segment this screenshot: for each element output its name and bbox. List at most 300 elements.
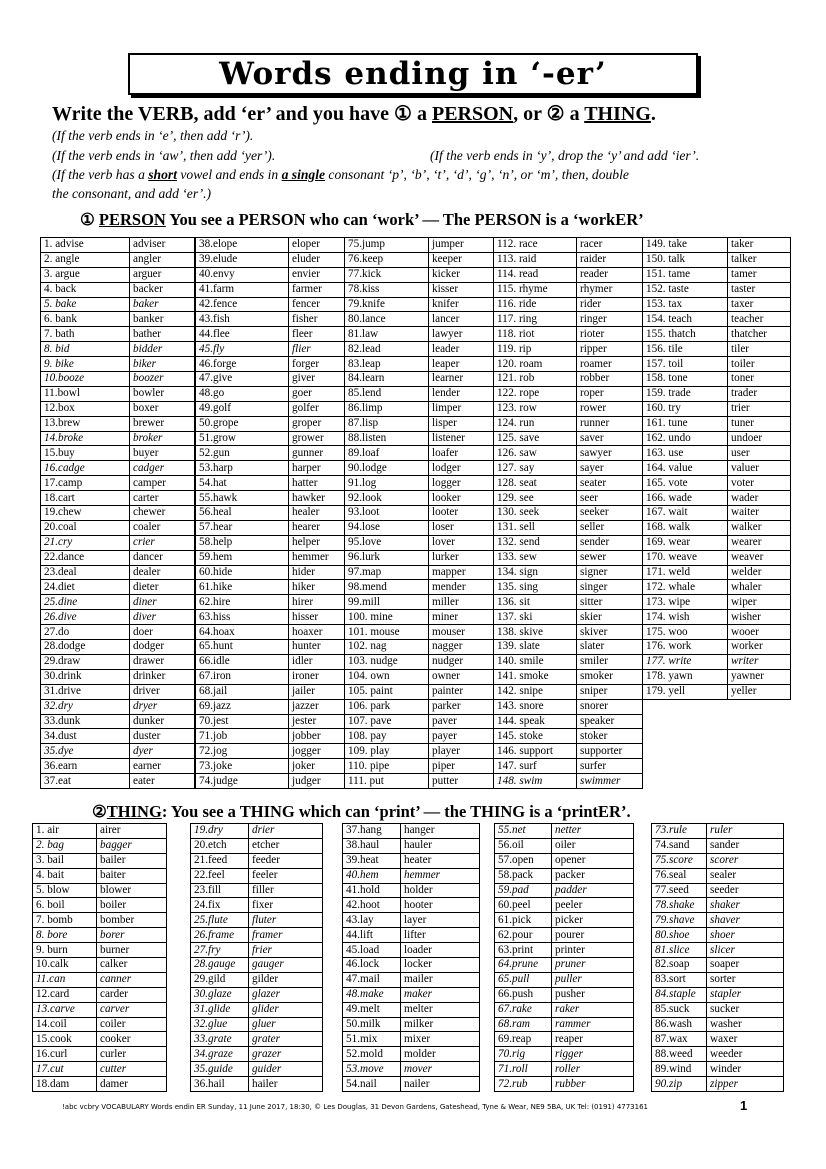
verb-cell: 19.chew xyxy=(41,506,130,521)
verb-cell: 30.drink xyxy=(41,669,130,684)
noun-cell: winder xyxy=(707,1062,784,1077)
table-row xyxy=(643,446,791,461)
table-row xyxy=(343,1047,480,1062)
verb-cell: 156. tile xyxy=(643,342,728,357)
noun-cell: hooter xyxy=(401,898,480,913)
table-row xyxy=(33,838,167,853)
noun-cell: parker xyxy=(429,699,494,714)
verb-cell: 167. wait xyxy=(643,506,728,521)
noun-cell: sayer xyxy=(577,461,643,476)
noun-cell: packer xyxy=(552,868,634,883)
verb-cell: 26.dive xyxy=(41,610,130,625)
table-row xyxy=(643,580,791,595)
table-row xyxy=(196,416,345,431)
rule-double-cont: the consonant, and add ‘er’.) xyxy=(52,186,212,201)
verb-cell: 62.pour xyxy=(495,928,552,943)
noun-cell: adviser xyxy=(130,238,195,253)
table-row xyxy=(643,431,791,446)
verb-cell: 166. wade xyxy=(643,491,728,506)
table-row xyxy=(41,759,195,774)
rule-short: short xyxy=(148,167,177,182)
table-row xyxy=(494,252,643,267)
table-row xyxy=(343,928,480,943)
table-row xyxy=(652,943,784,958)
noun-cell: pourer xyxy=(552,928,634,943)
verb-cell: 60.peel xyxy=(495,898,552,913)
noun-cell: grater xyxy=(249,1032,323,1047)
noun-cell: carder xyxy=(97,987,167,1002)
noun-cell: painter xyxy=(429,684,494,699)
lead-text: , or xyxy=(513,103,547,125)
noun-cell: hatter xyxy=(289,476,345,491)
table-row xyxy=(196,372,345,387)
verb-cell: 40.envy xyxy=(196,267,289,282)
noun-cell: raider xyxy=(577,252,643,267)
table-row xyxy=(41,520,195,535)
verb-cell: 7. bath xyxy=(41,327,130,342)
verb-cell: 4. bait xyxy=(33,868,97,883)
verb-cell: 127. say xyxy=(494,461,577,476)
noun-cell: boxer xyxy=(130,401,195,416)
table-row xyxy=(345,372,494,387)
table-row xyxy=(345,357,494,372)
verb-cell: 34.graze xyxy=(191,1047,249,1062)
noun-cell: baiter xyxy=(97,868,167,883)
table-row xyxy=(343,1032,480,1047)
verb-cell: 162. undo xyxy=(643,431,728,446)
table-row xyxy=(494,669,643,684)
noun-cell: pruner xyxy=(552,958,634,973)
table-row xyxy=(191,913,323,928)
noun-cell: hawker xyxy=(289,491,345,506)
verb-cell: 42.hoot xyxy=(343,898,401,913)
noun-cell: hanger xyxy=(401,824,480,839)
table-row xyxy=(495,1017,634,1032)
noun-cell: sawyer xyxy=(577,446,643,461)
lead-text: . xyxy=(650,103,656,125)
noun-cell: jester xyxy=(289,714,345,729)
verb-cell: 25.flute xyxy=(191,913,249,928)
noun-cell: talker xyxy=(728,252,791,267)
verb-cell: 50.milk xyxy=(343,1017,401,1032)
verb-cell: 22.feel xyxy=(191,868,249,883)
noun-cell: whaler xyxy=(728,580,791,595)
noun-cell: harper xyxy=(289,461,345,476)
table-row xyxy=(191,1077,323,1092)
table-row xyxy=(41,476,195,491)
table-row xyxy=(345,282,494,297)
table-row xyxy=(33,1002,167,1017)
noun-cell: banker xyxy=(130,312,195,327)
verb-cell: 14.coil xyxy=(33,1017,97,1032)
table-row xyxy=(41,267,195,282)
noun-cell: nailer xyxy=(401,1077,480,1092)
noun-cell: grazer xyxy=(249,1047,323,1062)
verb-cell: 117. ring xyxy=(494,312,577,327)
verb-cell: 133. sew xyxy=(494,550,577,565)
word-column xyxy=(342,823,480,1092)
noun-cell: framer xyxy=(249,928,323,943)
section-person-text: You see a PERSON who can ‘work’ — The PERSON is a ‘workER’ xyxy=(165,210,644,229)
verb-cell: 139. slate xyxy=(494,640,577,655)
verb-cell: 37.hang xyxy=(343,824,401,839)
section-thing-title xyxy=(92,802,631,822)
rule-single: a single xyxy=(281,167,326,182)
noun-cell: giver xyxy=(289,372,345,387)
noun-cell: bowler xyxy=(130,386,195,401)
verb-cell: 86.wash xyxy=(652,1017,707,1032)
verb-cell: 11.bowl xyxy=(41,386,130,401)
table-row xyxy=(495,958,634,973)
verb-cell: 57.hear xyxy=(196,520,289,535)
verb-cell: 105. paint xyxy=(345,684,429,699)
noun-cell: feeder xyxy=(249,853,323,868)
section-thing-key: THING xyxy=(106,802,162,821)
verb-cell: 31.drive xyxy=(41,684,130,699)
noun-cell: thatcher xyxy=(728,327,791,342)
noun-cell: golfer xyxy=(289,401,345,416)
noun-cell: bomber xyxy=(97,913,167,928)
table-row xyxy=(643,401,791,416)
verb-cell: 103. nudge xyxy=(345,654,429,669)
noun-cell: wisher xyxy=(728,610,791,625)
verb-cell: 33.grate xyxy=(191,1032,249,1047)
noun-cell: wearer xyxy=(728,535,791,550)
verb-cell: 152. taste xyxy=(643,282,728,297)
table-row xyxy=(345,684,494,699)
verb-cell: 15.cook xyxy=(33,1032,97,1047)
verb-cell: 77.kick xyxy=(345,267,429,282)
verb-cell: 169. wear xyxy=(643,535,728,550)
table-row xyxy=(345,476,494,491)
verb-cell: 116. ride xyxy=(494,297,577,312)
noun-cell: lender xyxy=(429,386,494,401)
table-row xyxy=(643,506,791,521)
table-row xyxy=(343,1017,480,1032)
verb-cell: 2. bag xyxy=(33,838,97,853)
verb-cell: 76.keep xyxy=(345,252,429,267)
table-row xyxy=(41,386,195,401)
table-row xyxy=(495,868,634,883)
table-row xyxy=(494,461,643,476)
table-row xyxy=(643,372,791,387)
noun-cell: mender xyxy=(429,580,494,595)
verb-cell: 61.pick xyxy=(495,913,552,928)
noun-cell: tamer xyxy=(728,267,791,282)
noun-cell: bailer xyxy=(97,853,167,868)
noun-cell: rammer xyxy=(552,1017,634,1032)
rule-e: (If the verb ends in ‘e’, then add ‘r’). xyxy=(52,128,254,143)
verb-cell: 134. sign xyxy=(494,565,577,580)
noun-cell: jumper xyxy=(429,238,494,253)
table-row xyxy=(196,491,345,506)
noun-cell: mailer xyxy=(401,972,480,987)
verb-cell: 132. send xyxy=(494,535,577,550)
verb-cell: 100. mine xyxy=(345,610,429,625)
table-row xyxy=(191,987,323,1002)
noun-cell: lodger xyxy=(429,461,494,476)
noun-cell: seeder xyxy=(707,883,784,898)
noun-cell: undoer xyxy=(728,431,791,446)
table-row xyxy=(191,1062,323,1077)
table-row xyxy=(41,535,195,550)
noun-cell: baker xyxy=(130,297,195,312)
verb-cell: 119. rip xyxy=(494,342,577,357)
verb-cell: 42.fence xyxy=(196,297,289,312)
verb-cell: 36.hail xyxy=(191,1077,249,1092)
word-column xyxy=(40,237,195,789)
noun-cell: raker xyxy=(552,1002,634,1017)
noun-cell: driver xyxy=(130,684,195,699)
verb-cell: 20.etch xyxy=(191,838,249,853)
noun-cell: frier xyxy=(249,943,323,958)
noun-cell: listener xyxy=(429,431,494,446)
table-row xyxy=(191,943,323,958)
noun-cell: shaver xyxy=(707,913,784,928)
table-row xyxy=(196,312,345,327)
noun-cell: jobber xyxy=(289,729,345,744)
table-row xyxy=(495,972,634,987)
table-row xyxy=(33,853,167,868)
noun-cell: flier xyxy=(289,342,345,357)
verb-cell: 87.lisp xyxy=(345,416,429,431)
table-row xyxy=(191,1047,323,1062)
noun-cell: mover xyxy=(401,1062,480,1077)
table-row xyxy=(643,461,791,476)
noun-cell: helper xyxy=(289,535,345,550)
verb-cell: 174. wish xyxy=(643,610,728,625)
verb-cell: 138. skive xyxy=(494,625,577,640)
table-row xyxy=(495,1047,634,1062)
table-row xyxy=(495,913,634,928)
table-row xyxy=(41,565,195,580)
table-row xyxy=(494,625,643,640)
verb-cell: 124. run xyxy=(494,416,577,431)
noun-cell: hisser xyxy=(289,610,345,625)
noun-cell: tiler xyxy=(728,342,791,357)
noun-cell: reaper xyxy=(552,1032,634,1047)
table-row xyxy=(196,238,345,253)
noun-cell: opener xyxy=(552,853,634,868)
noun-cell: shoer xyxy=(707,928,784,943)
noun-cell: pusher xyxy=(552,987,634,1002)
table-row xyxy=(495,853,634,868)
table-row xyxy=(196,684,345,699)
noun-cell: dryer xyxy=(130,699,195,714)
verb-cell: 78.kiss xyxy=(345,282,429,297)
verb-cell: 1. air xyxy=(33,824,97,839)
table-row xyxy=(196,267,345,282)
table-row xyxy=(652,898,784,913)
verb-cell: 113. raid xyxy=(494,252,577,267)
noun-cell: zipper xyxy=(707,1077,784,1092)
verb-cell: 177. write xyxy=(643,654,728,669)
table-row xyxy=(345,699,494,714)
noun-cell: lurker xyxy=(429,550,494,565)
noun-cell: boozer xyxy=(130,372,195,387)
table-row xyxy=(643,416,791,431)
table-row xyxy=(343,958,480,973)
table-row xyxy=(345,446,494,461)
verb-cell: 123. row xyxy=(494,401,577,416)
noun-cell: tuner xyxy=(728,416,791,431)
verb-cell: 32.dry xyxy=(41,699,130,714)
table-row xyxy=(643,267,791,282)
noun-cell: dodger xyxy=(130,640,195,655)
verb-cell: 76.seal xyxy=(652,868,707,883)
table-row xyxy=(41,640,195,655)
noun-cell: lover xyxy=(429,535,494,550)
verb-cell: 160. try xyxy=(643,401,728,416)
verb-cell: 12.box xyxy=(41,401,130,416)
table-row xyxy=(494,342,643,357)
noun-cell: gluer xyxy=(249,1017,323,1032)
table-row xyxy=(41,744,195,759)
verb-cell: 109. play xyxy=(345,744,429,759)
noun-cell: milker xyxy=(401,1017,480,1032)
verb-cell: 43.lay xyxy=(343,913,401,928)
noun-cell: drawer xyxy=(130,654,195,669)
verb-cell: 143. snore xyxy=(494,699,577,714)
table-row xyxy=(345,238,494,253)
noun-cell: sorter xyxy=(707,972,784,987)
verb-cell: 21.feed xyxy=(191,853,249,868)
table-row xyxy=(652,972,784,987)
noun-cell: limper xyxy=(429,401,494,416)
noun-cell: trader xyxy=(728,386,791,401)
table-row xyxy=(191,883,323,898)
verb-cell: 136. sit xyxy=(494,595,577,610)
verb-cell: 88.listen xyxy=(345,431,429,446)
verb-cell: 23.fill xyxy=(191,883,249,898)
verb-cell: 63.print xyxy=(495,943,552,958)
verb-cell: 95.love xyxy=(345,535,429,550)
table-row xyxy=(643,238,791,253)
verb-cell: 86.limp xyxy=(345,401,429,416)
section-person-key: PERSON xyxy=(98,210,166,229)
noun-cell: coiler xyxy=(97,1017,167,1032)
noun-cell: lancer xyxy=(429,312,494,327)
verb-cell: 83.sort xyxy=(652,972,707,987)
verb-cell: 65.pull xyxy=(495,972,552,987)
table-row xyxy=(643,520,791,535)
verb-cell: 34.dust xyxy=(41,729,130,744)
verb-cell: 94.lose xyxy=(345,520,429,535)
table-row xyxy=(345,327,494,342)
table-row xyxy=(643,535,791,550)
noun-cell: hemmer xyxy=(401,868,480,883)
noun-cell: voter xyxy=(728,476,791,491)
table-row xyxy=(196,550,345,565)
table-row xyxy=(494,357,643,372)
verb-cell: 68.ram xyxy=(495,1017,552,1032)
verb-cell: 8. bid xyxy=(41,342,130,357)
noun-cell: seater xyxy=(577,476,643,491)
verb-cell: 51.mix xyxy=(343,1032,401,1047)
table-row xyxy=(494,506,643,521)
table-row xyxy=(494,372,643,387)
footer-text: !abc vcbry VOCABULARY Words endin ER Sunday, 11 June 2017, 18:30, © Les Douglas, 31 Devon Gardens, Gateshead, Tyne & Wear, NE9 5BA, UK Tel: (0191) 4773161 xyxy=(62,1103,648,1111)
noun-cell: hiker xyxy=(289,580,345,595)
verb-cell: 74.sand xyxy=(652,838,707,853)
noun-cell: sniper xyxy=(577,684,643,699)
verb-cell: 13.brew xyxy=(41,416,130,431)
verb-cell: 58.pack xyxy=(495,868,552,883)
table-row xyxy=(196,669,345,684)
table-row xyxy=(494,446,643,461)
table-row xyxy=(196,386,345,401)
verb-cell: 90.lodge xyxy=(345,461,429,476)
table-row xyxy=(643,327,791,342)
noun-cell: rider xyxy=(577,297,643,312)
verb-cell: 79.shave xyxy=(652,913,707,928)
table-row xyxy=(196,580,345,595)
verb-cell: 137. ski xyxy=(494,610,577,625)
noun-cell: groper xyxy=(289,416,345,431)
table-row xyxy=(196,774,345,789)
table-row xyxy=(196,446,345,461)
noun-cell: eloper xyxy=(289,238,345,253)
verb-cell: 23.deal xyxy=(41,565,130,580)
verb-cell: 21.cry xyxy=(41,535,130,550)
verb-cell: 38.haul xyxy=(343,838,401,853)
verb-cell: 157. toil xyxy=(643,357,728,372)
noun-cell: carver xyxy=(97,1002,167,1017)
table-row xyxy=(494,550,643,565)
verb-cell: 55.hawk xyxy=(196,491,289,506)
verb-cell: 69.reap xyxy=(495,1032,552,1047)
verb-cell: 46.forge xyxy=(196,357,289,372)
noun-cell: welder xyxy=(728,565,791,580)
noun-cell: sewer xyxy=(577,550,643,565)
table-row xyxy=(191,928,323,943)
table-row xyxy=(643,476,791,491)
verb-cell: 142. snipe xyxy=(494,684,577,699)
verb-cell: 89.wind xyxy=(652,1062,707,1077)
noun-cell: scorer xyxy=(707,853,784,868)
word-column xyxy=(651,823,784,1092)
instruction-heading xyxy=(52,101,656,126)
table-row xyxy=(41,550,195,565)
noun-cell: bagger xyxy=(97,838,167,853)
verb-cell: 90.zip xyxy=(652,1077,707,1092)
table-row xyxy=(494,386,643,401)
verb-cell: 178. yawn xyxy=(643,669,728,684)
verb-cell: 26.frame xyxy=(191,928,249,943)
verb-cell: 52.gun xyxy=(196,446,289,461)
noun-cell: duster xyxy=(130,729,195,744)
verb-cell: 29.draw xyxy=(41,654,130,669)
table-row xyxy=(345,506,494,521)
verb-cell: 8. bore xyxy=(33,928,97,943)
rule-text: consonant ‘p’, ‘b’, ‘t’, ‘d’, ‘g’, ‘n’, or ‘m’, then, double xyxy=(325,167,629,182)
table-row xyxy=(41,684,195,699)
table-row xyxy=(191,898,323,913)
verb-cell: 126. saw xyxy=(494,446,577,461)
verb-cell: 82.soap xyxy=(652,958,707,973)
noun-cell: rhymer xyxy=(577,282,643,297)
verb-cell: 148. swim xyxy=(494,774,577,789)
noun-cell: fencer xyxy=(289,297,345,312)
table-row xyxy=(494,595,643,610)
noun-cell: yawner xyxy=(728,669,791,684)
table-row xyxy=(196,744,345,759)
noun-cell: fleer xyxy=(289,327,345,342)
section-person-title xyxy=(80,210,644,230)
verb-cell: 56.oil xyxy=(495,838,552,853)
table-row xyxy=(343,943,480,958)
table-row xyxy=(495,943,634,958)
